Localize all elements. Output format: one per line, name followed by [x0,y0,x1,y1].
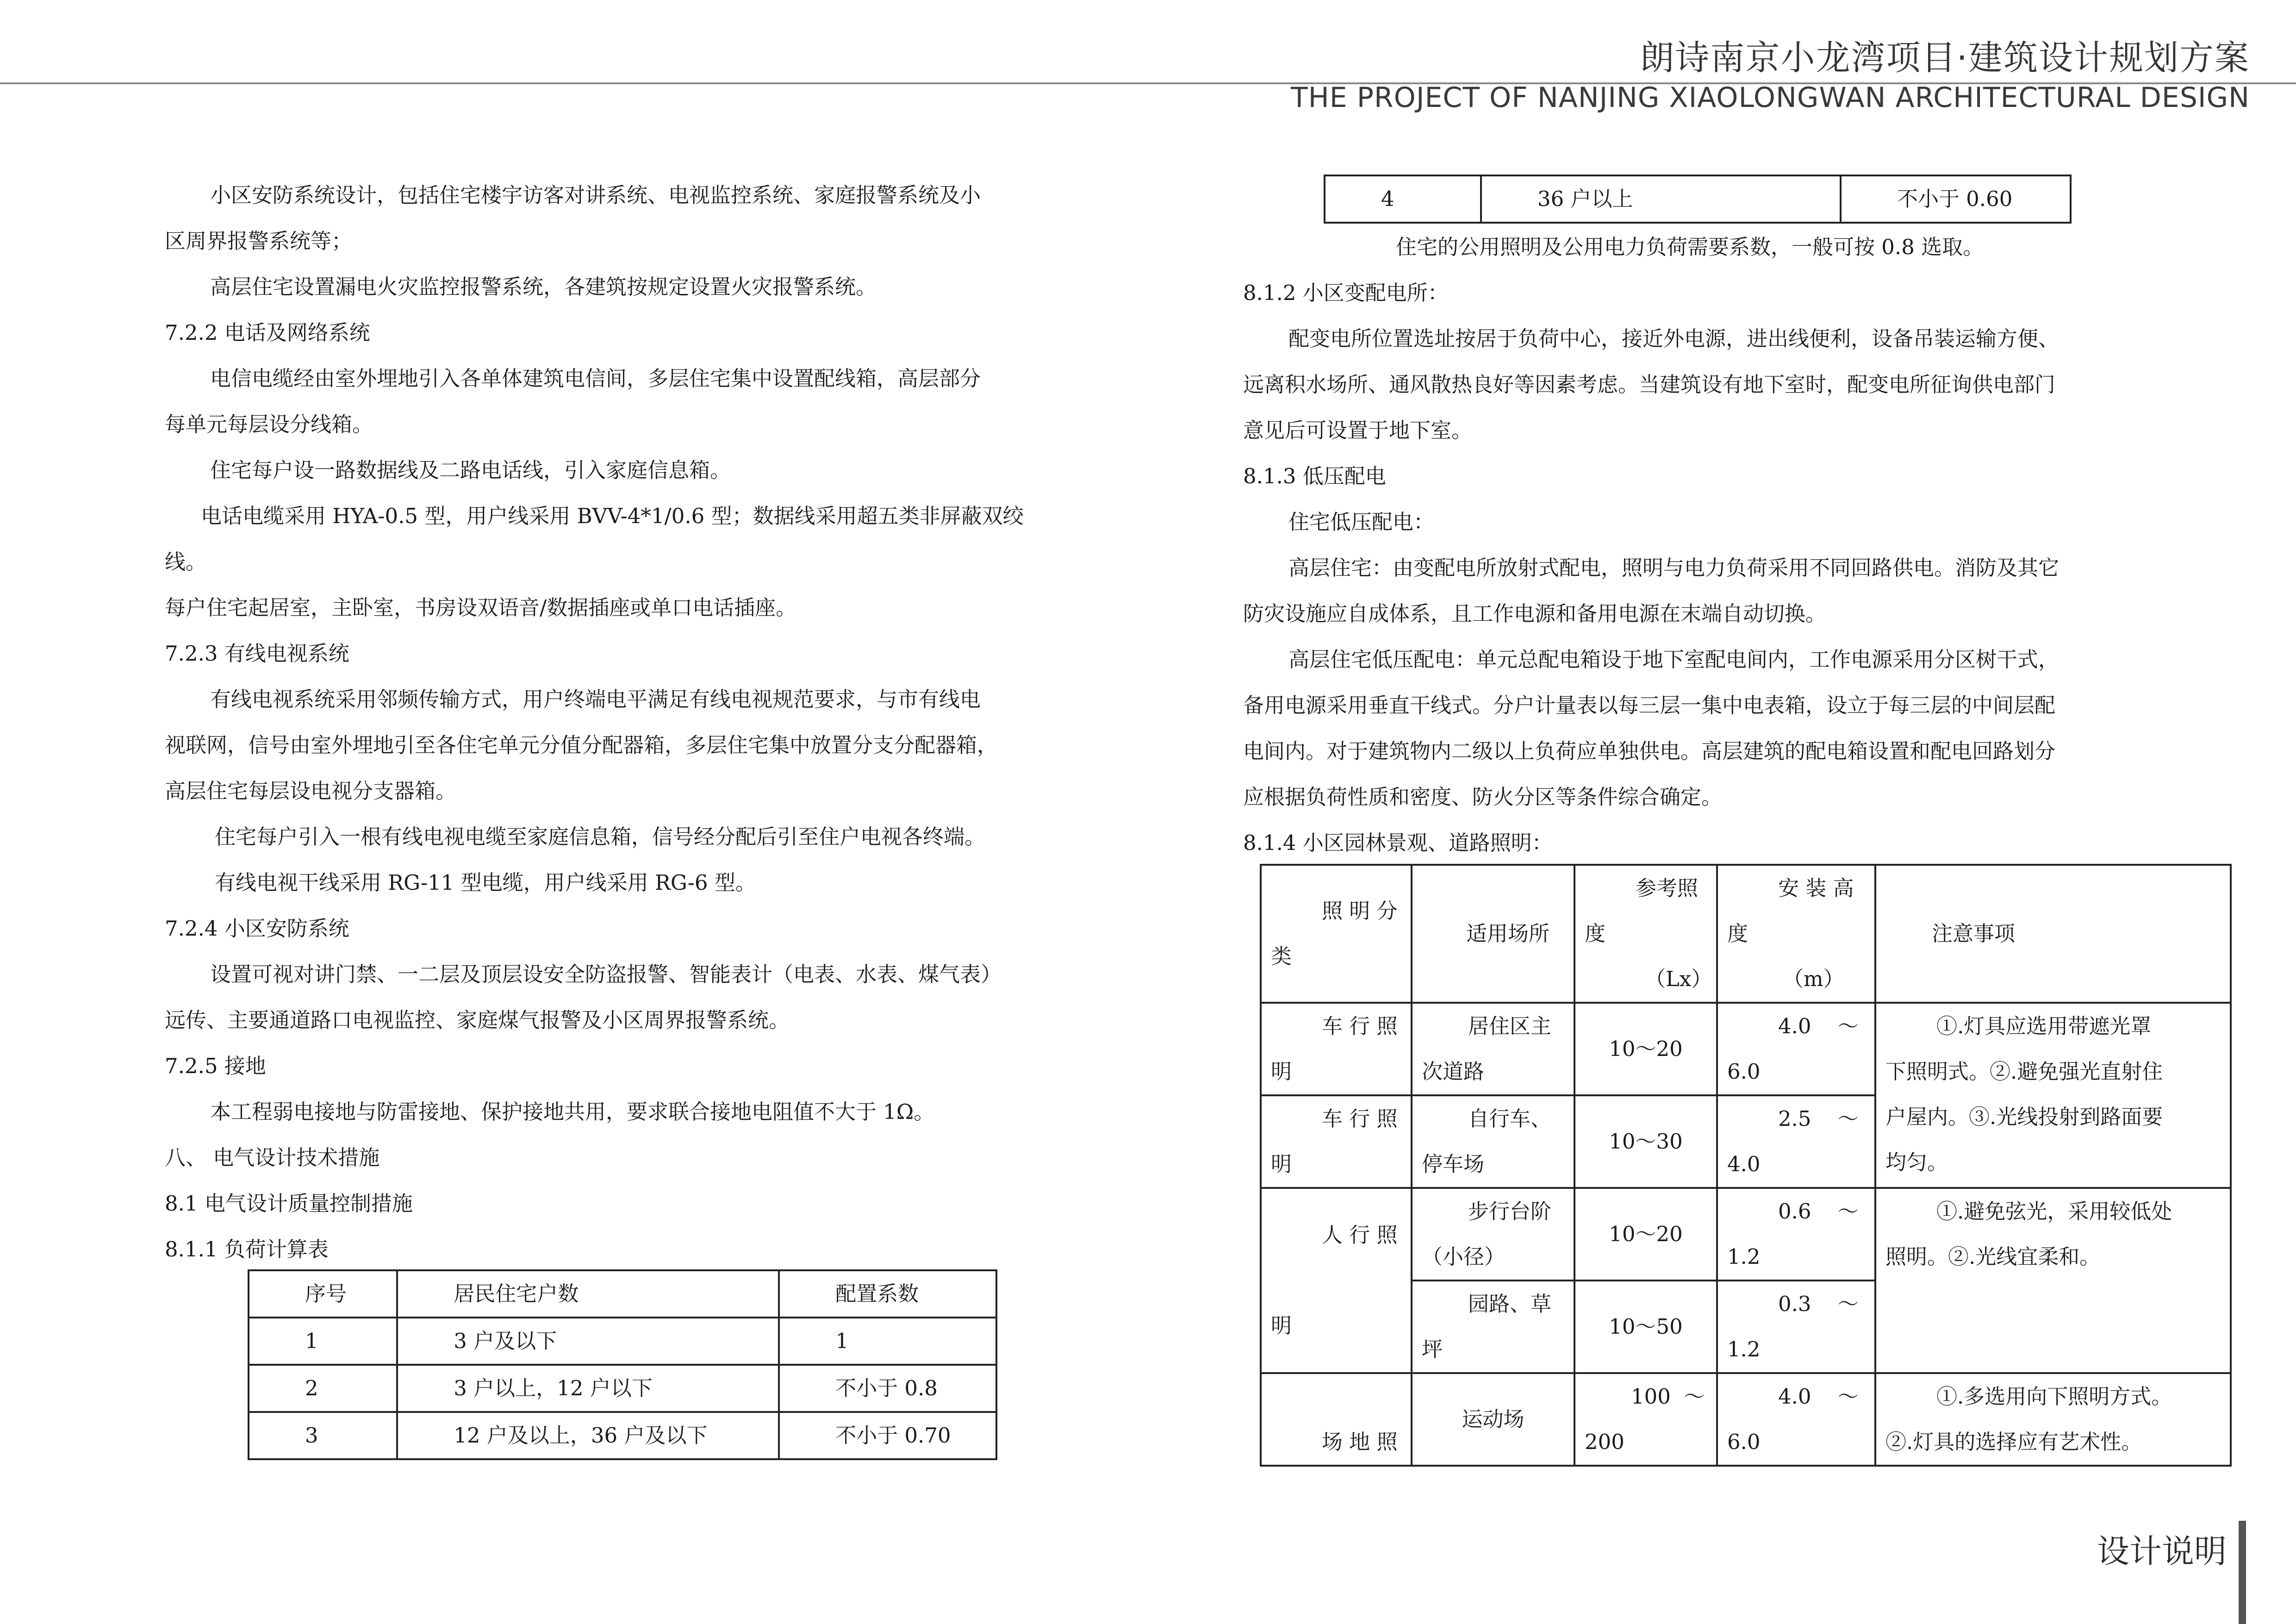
table-cell: 车 行 照 明 [1261,1095,1412,1188]
table-cell: 3 [249,1412,397,1459]
section-heading: 8.1.1 负荷计算表 [165,1237,329,1262]
section-heading: 7.2.5 接地 [165,1054,266,1078]
table-cell: 不小于 0.70 [779,1412,996,1459]
table-cell: 居住区主 次道路 [1412,1003,1574,1095]
paragraph-line: 高层住宅设置漏电火灾监控报警系统，各建筑按规定设置火灾报警系统。 [210,275,877,299]
paragraph-line: 设置可视对讲门禁、一二层及顶层设安全防盗报警、智能表计（电表、水表、煤气表） [210,962,1002,987]
table-cell: 不小于 0.60 [1841,175,2071,223]
table-cell: 1 [779,1318,996,1365]
paragraph-line: 高层住宅每层设电视分支器箱。 [165,779,457,803]
paragraph-line: 远离积水场所、通风散热良好等因素考虑。当建筑设有地下室时，配变电所征询供电部门 [1243,372,2056,397]
table-cell: 人 行 照 明 [1261,1188,1412,1373]
paragraph-line: 住宅的公用照明及公用电力负荷需要系数，一般可按 0.8 选取。 [1396,235,1984,259]
table-cell: 不小于 0.8 [779,1365,996,1412]
footer-section-label: 设计说明 [2097,1532,2227,1570]
table-cell: 2 [249,1365,397,1412]
table-cell: 2.5 ～ 4.0 [1717,1095,1875,1188]
table-cell: 0.6 ～ 1.2 [1717,1188,1875,1280]
table-header-cell: 适用场所 [1412,865,1574,1003]
paragraph-line: 备用电源采用垂直干线式。分户计量表以每三层一集中电表箱，设立于每三层的中间层配 [1243,693,2056,718]
paragraph-line: 每单元每层设分线箱。 [165,412,373,437]
table-cell: 运动场 [1412,1373,1574,1466]
paragraph-line: 住宅低压配电： [1288,510,1435,534]
table-cell: ①.灯具应选用带遮光罩 下照明式。②.避免强光直射住 户屋内。③.光线投射到路面要 均匀。 [1875,1003,2231,1188]
table-cell: 4.0 ～ 6.0 [1717,1003,1875,1095]
header-title-en: THE PROJECT OF NANJING XIAOLONGWAN ARCHITECTURAL DESIGN [1290,81,2250,114]
section-heading: 8.1 电气设计质量控制措施 [165,1191,413,1216]
section-heading: 8.1.2 小区变配电所： [1243,281,1449,305]
paragraph-line: 应根据负荷性质和密度、防火分区等条件综合确定。 [1243,785,1723,809]
paragraph-line: 电话电缆采用 HYA-0.5 型，用户线采用 BVV-4*1/0.6 型；数据线采用超五类非屏蔽双绞 [201,504,1024,528]
landscape-lighting-table [1260,864,2232,1467]
section-heading: 八、 电气设计技术措施 [165,1145,380,1170]
table-cell: 4.0 ～ 6.0 [1717,1373,1875,1466]
table-cell: 车 行 照 明 [1261,1003,1412,1095]
table-cell: ①.多选用向下照明方式。 ②.灯具的选择应有艺术性。 [1875,1373,2231,1466]
paragraph-line: 区周界报警系统等； [165,229,353,253]
header-title-cn: 朗诗南京小龙湾项目·建筑设计规划方案 [1640,38,2250,78]
paragraph-line: 每户住宅起居室，主卧室，书房设双语音/数据插座或单口电话插座。 [165,595,797,620]
paragraph-line: 小区安防系统设计，包括住宅楼宇访客对讲系统、电视监控系统、家庭报警系统及小 [210,183,981,207]
table-cell: 12 户及以上，36 户及以下 [397,1412,779,1459]
table-header-cell: 注意事项 [1875,865,2231,1003]
table-header-cell: 参考照 度 （Lx） [1574,865,1717,1003]
paragraph-line: 有线电视干线采用 RG-11 型电缆，用户线采用 RG-6 型。 [215,870,756,895]
table-cell: 园路、草 坪 [1412,1280,1574,1373]
table-cell: 10～30 [1574,1095,1717,1188]
section-heading: 7.2.2 电话及网络系统 [165,320,370,345]
table-cell: 3 户以上，12 户以下 [397,1365,779,1412]
paragraph-line: 电间内。对于建筑物内二级以上负荷应单独供电。高层建筑的配电箱设置和配电回路划分 [1243,739,2056,763]
table-cell: 10～20 [1574,1003,1717,1095]
paragraph-line: 线。 [165,550,207,574]
table-header-cell: 居民住宅户数 [397,1270,779,1318]
load-calculation-table-continued [1324,175,2072,224]
paragraph-line: 高层住宅：由变配电所放射式配电，照明与电力负荷采用不同回路供电。消防及其它 [1288,556,2060,580]
paragraph-line: 有线电视系统采用邻频传输方式，用户终端电平满足有线电视规范要求，与市有线电 [210,687,981,712]
table-cell: 3 户及以下 [397,1318,779,1365]
load-calculation-table [248,1269,997,1460]
table-header-cell: 序号 [249,1270,397,1318]
table-cell: 4 [1325,175,1481,223]
section-heading: 7.2.4 小区安防系统 [165,916,349,941]
table-header-cell: 照 明 分 类 [1261,865,1412,1003]
paragraph-line: 电信电缆经由室外埋地引入各单体建筑电信间，多层住宅集中设置配线箱，高层部分 [210,366,981,391]
table-cell: 场 地 照 [1261,1373,1412,1466]
paragraph-line: 配变电所位置选址按居于负荷中心，接近外电源，进出线便利，设备吊装运输方便、 [1288,326,2060,351]
paragraph-line: 防灾设施应自成体系，且工作电源和备用电源在末端自动切换。 [1243,601,1827,626]
table-cell: 10～50 [1574,1280,1717,1373]
section-heading: 7.2.3 有线电视系统 [165,641,349,666]
paragraph-line: 本工程弱电接地与防雷接地、保护接地共用，要求联合接地电阻值不大于 1Ω。 [210,1099,935,1124]
table-cell: 步行台阶 （小径） [1412,1188,1574,1280]
paragraph-line: 视联网，信号由室外埋地引至各住宅单元分值分配器箱，多层住宅集中放置分支分配器箱， [165,733,998,757]
table-cell: 1 [249,1318,397,1365]
table-header-cell: 配置系数 [779,1270,996,1318]
table-cell: 自行车、 停车场 [1412,1095,1574,1188]
table-header-cell: 安 装 高 度 （m） [1717,865,1875,1003]
paragraph-line: 远传、主要通道路口电视监控、家庭煤气报警及小区周界报警系统。 [165,1008,790,1032]
table-cell: 0.3 ～ 1.2 [1717,1280,1875,1373]
paragraph-line: 住宅每户设一路数据线及二路电话线，引入家庭信息箱。 [210,458,731,482]
section-heading: 8.1.4 小区园林景观、道路照明： [1243,831,1553,855]
footer-accent-bar [2239,1521,2246,1624]
paragraph-line: 住宅每户引入一根有线电视电缆至家庭信息箱，信号经分配后引至住户电视各终端。 [215,824,986,849]
table-cell: ①.避免弦光，采用较低处 照明。②.光线宜柔和。 [1875,1188,2231,1373]
table-cell: 36 户以上 [1481,175,1841,223]
table-cell: 10～20 [1574,1188,1717,1280]
paragraph-line: 高层住宅低压配电：单元总配电箱设于地下室配电间内，工作电源采用分区树干式， [1288,647,2060,672]
table-cell: 100 ～ 200 [1574,1373,1717,1466]
paragraph-line: 意见后可设置于地下室。 [1243,418,1473,443]
section-heading: 8.1.3 低压配电 [1243,464,1386,488]
